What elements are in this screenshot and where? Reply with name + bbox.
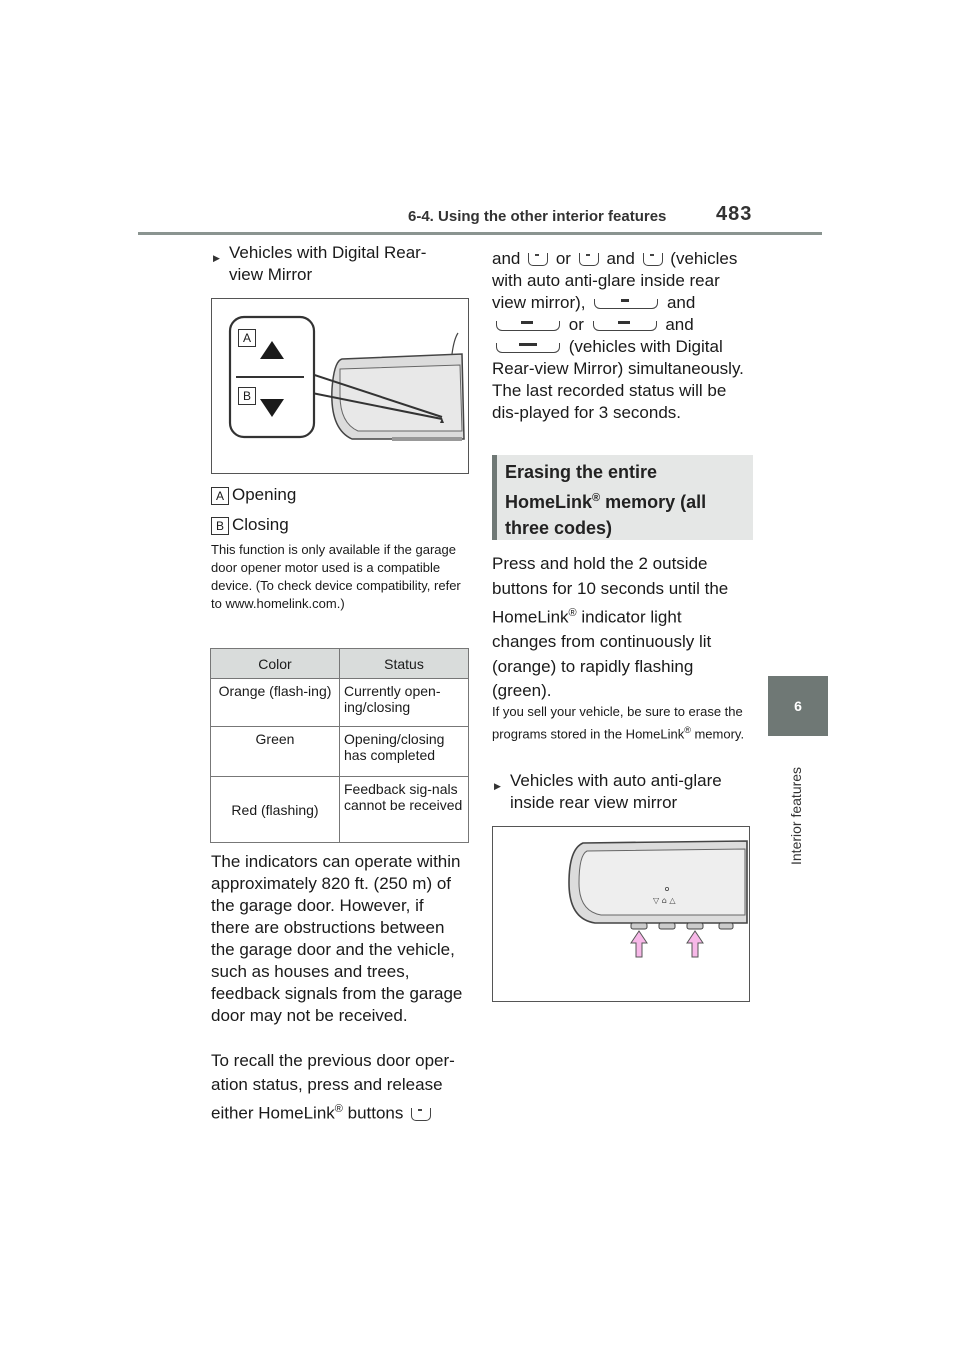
auto-mirror-illustration: [493, 827, 749, 1001]
chapter-tab: 6: [768, 676, 828, 736]
cont-or: or: [555, 249, 571, 268]
table-row: [211, 777, 469, 843]
section-title: 6-4. Using the other interior features: [408, 208, 667, 225]
cont-and3: and: [666, 293, 696, 312]
table-cell-status: Feedback sig-nals cannot be received: [340, 777, 469, 843]
table-cell-status: Opening/closing has completed: [340, 727, 469, 777]
sell-text-a: If you sell your vehicle, be sure to erase the programs stored in the HomeLink: [492, 704, 743, 742]
table-cell-color: Orange (flash-ing): [211, 679, 340, 727]
status-table: [210, 648, 469, 843]
erase-instructions: [492, 552, 748, 704]
sell-registered: ®: [684, 725, 691, 735]
digital-mirror-button-icon: [594, 299, 658, 309]
homelink-button-icon: [411, 1108, 431, 1121]
homelink-button-icon: [528, 253, 548, 266]
homelink-button-icon: [643, 253, 663, 266]
cont-and4: and: [665, 315, 694, 334]
compatibility-note: This function is only available if the garage door opener motor used is a compatible device. (To check device compatibility, refer to www.homelink.com.): [211, 542, 461, 611]
sell-note: [492, 703, 748, 743]
table-header-status: Status: [340, 649, 469, 679]
cont-or2: or: [568, 315, 584, 334]
range-paragraph: The indicators can operate within approximately 820 ft. (250 m) of the garage door. However, if there are obstructions between the garage door and the vehicle, such as houses and trees, feedback signals from the garage door may not be received.: [211, 852, 463, 1025]
page-number: 483: [716, 203, 753, 225]
legend-a-text: Opening: [232, 485, 297, 504]
digital-mirror-button-icon: [593, 321, 657, 331]
table-cell-color: Red (flashing): [211, 777, 340, 843]
table-cell-status: Currently open-ing/closing: [340, 679, 469, 727]
erase-heading-a: Erasing the entire HomeLink: [505, 462, 658, 512]
cont-auto: (vehicles with auto anti-glare inside rear view mirror),: [492, 249, 738, 312]
auto-mirror-figure: [492, 826, 750, 1002]
fig-label-a: A: [238, 329, 256, 347]
legend-b-text: Closing: [232, 515, 289, 534]
sell-text-b: memory.: [690, 726, 745, 742]
recall-text-a: To recall the previous door oper-ation status, press and release either HomeLink: [211, 1051, 455, 1123]
erase-registered: ®: [568, 607, 577, 619]
legend-b-key: B: [211, 517, 229, 535]
bullet-digital-mirror: ▶ Vehicles with Digital Rear-view Mirror: [229, 242, 459, 286]
legend-b: [211, 514, 289, 536]
chapter-label: Interior features: [788, 766, 804, 865]
table-header-color: Color: [211, 649, 340, 679]
erase-heading-registered: ®: [592, 492, 601, 504]
chapter-label-wrap: [760, 745, 804, 875]
recall-registered: ®: [334, 1103, 343, 1115]
table-cell-color: Green: [211, 727, 340, 777]
fig-label-b: B: [238, 387, 256, 405]
erase-heading-b: memory (all three codes): [505, 492, 707, 538]
erase-text-a: Press and hold the 2 outside buttons for 10 seconds until the HomeLink: [492, 554, 729, 627]
digital-mirror-illustration: [212, 299, 468, 473]
legend-a-key: A: [211, 487, 229, 505]
cont-digital: (vehicles with Digital Rear-view Mirror) simultaneously. The last recorded status will be dis-played for 3 seconds.: [492, 337, 744, 422]
recall-continued: [492, 248, 754, 424]
header-rule: [138, 232, 822, 235]
bullet-auto-anti-glare: [510, 770, 746, 814]
erase-heading-box: [492, 455, 753, 540]
svg-text:▽ ⌂ △: ▽ ⌂ △: [653, 896, 676, 905]
cont-and2: and: [606, 249, 635, 268]
homelink-button-icon: [579, 253, 599, 266]
digital-mirror-figure: [211, 298, 469, 474]
erase-text-b: indicator light changes from continuously lit (orange) to rapidly flashing (green).: [492, 607, 712, 701]
table-row: [211, 679, 469, 727]
erase-heading: [497, 455, 753, 541]
recall-paragraph: [211, 1049, 469, 1126]
table-header-row: [211, 649, 469, 679]
digital-mirror-button-icon: [496, 321, 560, 331]
cont-and: and: [492, 249, 521, 268]
recall-text-b: buttons: [342, 1103, 404, 1123]
bullet-auto-text: ▶ Vehicles with auto anti-glare inside rear view mirror: [510, 770, 746, 814]
table-row: [211, 727, 469, 777]
legend-a: [211, 484, 296, 506]
digital-mirror-button-icon: [496, 343, 560, 353]
